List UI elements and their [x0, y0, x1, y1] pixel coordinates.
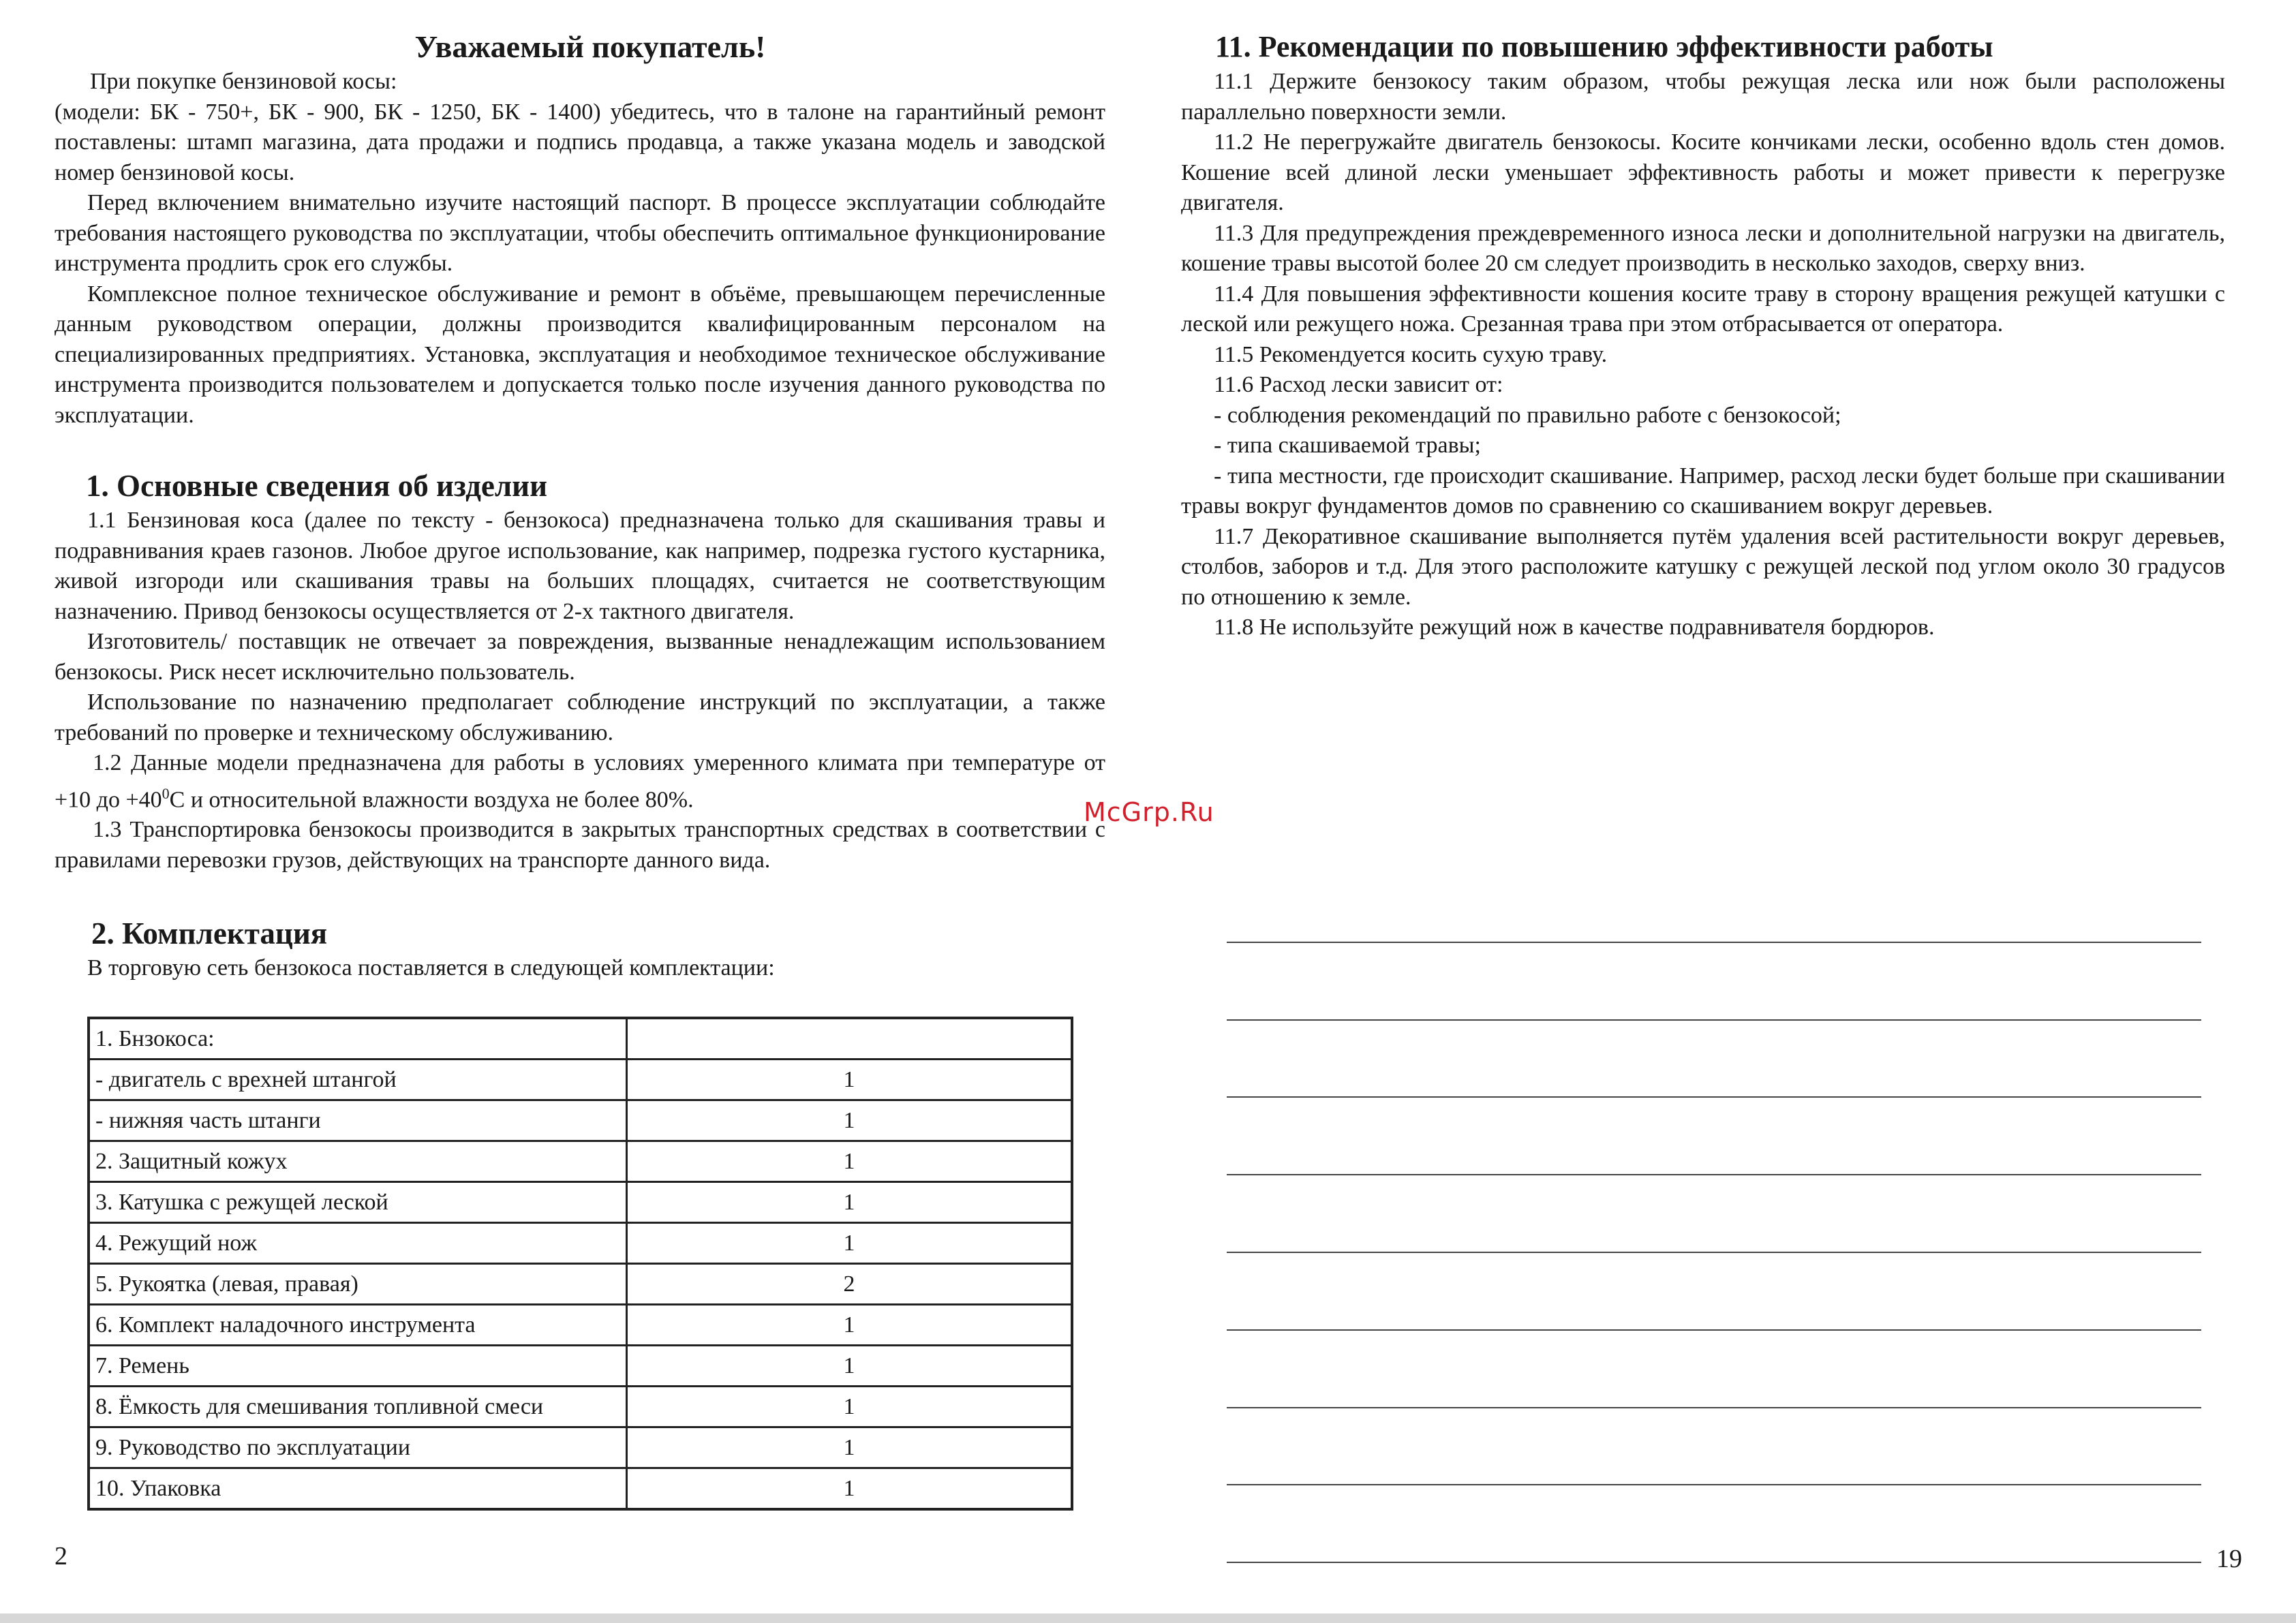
section-11-paragraph-5: 11.5 Рекомендуется косить сухую траву.: [1214, 341, 1608, 367]
kit-item-name: - нижняя часть штанги: [89, 1100, 627, 1141]
note-line: [1227, 1175, 2201, 1253]
table-row: [89, 1346, 1072, 1387]
kit-item-name: 3. Катушка с режущей леской: [89, 1182, 627, 1223]
table-row: [89, 1060, 1072, 1100]
section-1-paragraph-2: Изготовитель/ поставщик не отвечает за повреждения, вызванные ненадлежащим использованием бензокосы. Риск несет исключительно пользователь.: [55, 629, 1105, 685]
kit-item-name: 2. Защитный кожух: [89, 1141, 627, 1182]
note-line: [1227, 1098, 2201, 1175]
kit-item-name: 6. Комплект наладочного инструмента: [89, 1305, 627, 1346]
kit-item-qty: 2: [627, 1264, 1073, 1305]
section-2-intro: В торговую сеть бензокоса поставляется в следующей комплектации:: [87, 955, 775, 981]
watermark-text: McGrp.Ru: [1084, 797, 1214, 827]
section-11-list-item-1: - соблюдения рекомендаций по правильно работе с бензокосой;: [1214, 402, 1841, 428]
table-row: [89, 1141, 1072, 1182]
kit-item-name: 8. Ёмкость для смешивания топливной смеси: [89, 1387, 627, 1427]
table-row: [89, 1018, 1072, 1060]
kit-item-name: 5. Рукоятка (левая, правая): [89, 1264, 627, 1305]
kit-item-name: 1. Бнзокоса:: [89, 1018, 627, 1060]
section-11-paragraph-7: 11.7 Декоративное скашивание выполняется путём удаления всей растительности вокруг деревьев, столбов, заборов и т.д. Для этого расположите катушку с режущей леской под углом около 30 градусов по отношению к земле.: [1181, 523, 2225, 610]
kit-item-qty: 1: [627, 1141, 1073, 1182]
section-2-title: 2. Комплектация: [91, 916, 328, 951]
kit-item-qty: 1: [627, 1387, 1073, 1427]
section-11-list-item-3: - типа местности, где происходит скашивание. Например, расход лески будет больше при скашивании травы вокруг фундаментов домов по сравнению со скашиванием вокруг деревьев.: [1181, 463, 2225, 519]
kit-item-qty: 1: [627, 1182, 1073, 1223]
degree-superscript: 0: [162, 784, 170, 802]
section-1-paragraph-3: Использование по назначению предполагает соблюдение инструкций по эксплуатации, а также требований по проверке и техническому обслуживанию.: [55, 690, 1105, 745]
climate-text-b: С и относительной влажности воздуха не более 80%.: [169, 786, 694, 812]
table-row: [89, 1264, 1072, 1305]
kit-item-qty: 1: [627, 1100, 1073, 1141]
section-11-list-item-2: - типа скашиваемой травы;: [1214, 433, 1481, 458]
kit-item-name: 7. Ремень: [89, 1346, 627, 1387]
greeting-heading: Уважаемый покупатель!: [414, 29, 766, 64]
section-11-paragraph-8: 11.8 Не используйте режущий нож в качестве подравнивателя бордюров.: [1214, 615, 1935, 640]
climate-text-a: 1.2 Данные модели предназначена для работы в условиях умеренного климата при температуре от +10 до +40: [55, 750, 1105, 812]
kit-item-qty: 1: [627, 1223, 1073, 1264]
section-11-paragraph-1: 11.1 Держите бензокосу таким образом, чтобы режущая леска или нож были расположены параллельно поверхности земли.: [1181, 69, 2225, 125]
kit-table: [87, 1017, 1073, 1511]
kit-item-name: 9. Руководство по эксплуатации: [89, 1427, 627, 1468]
section-1-paragraph-climate: [55, 748, 1105, 815]
table-row: [89, 1305, 1072, 1346]
table-row: [89, 1468, 1072, 1510]
note-line: [1227, 943, 2201, 1021]
kit-item-qty: 1: [627, 1060, 1073, 1100]
right-page: [1181, 27, 2225, 643]
table-row: [89, 1182, 1072, 1223]
intro-paragraph-models: (модели: БК - 750+, БК - 900, БК - 1250, БК - 1400) убедитесь, что в талоне на гарантийный ремонт поставлены: штамп магазина, дата продажи и подпись продавца, а также указана модель и заводской номер бензиновой косы.: [55, 99, 1105, 185]
section-11-title: 11. Рекомендации по повышению эффективности работы: [1215, 30, 1993, 63]
note-line: [1227, 865, 2201, 943]
note-line: [1227, 1021, 2201, 1098]
section-11-paragraph-4: 11.4 Для повышения эффективности кошения косите траву в сторону вращения режущей катушки с леской или режущего ножа. Срезанная трава при этом отбрасывается от оператора.: [1181, 281, 2225, 337]
note-line: [1227, 1408, 2201, 1486]
kit-item-qty: 1: [627, 1305, 1073, 1346]
intro-paragraph-read-manual: Перед включением внимательно изучите настоящий паспорт. В процессе эксплуатации соблюдайте требования настоящего руководства по эксплуатации, чтобы обеспечить оптимальное функционирование инструмента продлить срок его службы.: [55, 190, 1105, 276]
page-number-left: 2: [55, 1542, 67, 1571]
table-row: [89, 1427, 1072, 1468]
table-row: [89, 1387, 1072, 1427]
section-11-paragraph-3: 11.3 Для предупреждения преждевременного износа лески и дополнительной нагрузки на двигатель, кошение травы высотой более 20 см следует производить в несколько заходов, сверху вниз.: [1181, 220, 2225, 276]
kit-item-name: - двигатель с врехней штангой: [89, 1060, 627, 1100]
kit-item-qty: 1: [627, 1468, 1073, 1510]
intro-line-1: При покупке бензиновой косы:: [90, 69, 397, 94]
section-1-paragraph-transport: 1.3 Транспортировка бензокосы производится в закрытых транспортных средствах в соответствии с правилами перевозки грузов, действующих на транспорте данного вида.: [55, 817, 1105, 873]
note-line: [1227, 1331, 2201, 1408]
kit-item-qty: [627, 1018, 1073, 1060]
kit-item-name: 10. Упаковка: [89, 1468, 627, 1510]
note-line: [1227, 1253, 2201, 1331]
notes-lines: [1227, 865, 2201, 1563]
bottom-edge-bar: [0, 1613, 2296, 1623]
section-1-paragraph-1: 1.1 Бензиновая коса (далее по тексту - бензокоса) предназначена только для скашивания травы и подравнивания краев газонов. Любое другое использование, как например, подрезка густого кустарника, живой изгороди или скашивания травы на больших площадях, считается не соответствующим назначению. Привод бензокосы осуществляется от 2-х тактного двигателя.: [55, 508, 1105, 624]
kit-item-name: 4. Режущий нож: [89, 1223, 627, 1264]
kit-item-qty: 1: [627, 1346, 1073, 1387]
intro-paragraph-maintenance: Комплексное полное техническое обслуживание и ремонт в объёме, превышающем перечисленные данным руководством операции, должны производится квалифицированным персоналом на специализированных предприятиях. Установка, эксплуатация и необходимое техническое обслуживание инструмента производится пользователем и допускается только после изучения данного руководства по эксплуатации.: [55, 281, 1105, 428]
section-11-paragraph-2: 11.2 Не перегружайте двигатель бензокосы. Косите кончиками лески, особенно вдоль стен домов. Кошение всей длиной лески уменьшает эффективность работы и может привести к перегрузке двигателя.: [1181, 129, 2225, 215]
section-1-title: 1. Основные сведения об изделии: [86, 469, 547, 503]
page-number-right: 19: [2216, 1545, 2242, 1573]
table-row: [89, 1100, 1072, 1141]
kit-item-qty: 1: [627, 1427, 1073, 1468]
note-line: [1227, 1485, 2201, 1563]
left-page: [55, 27, 1105, 984]
section-11-paragraph-6: 11.6 Расход лески зависит от:: [1214, 372, 1503, 397]
table-row: [89, 1223, 1072, 1264]
